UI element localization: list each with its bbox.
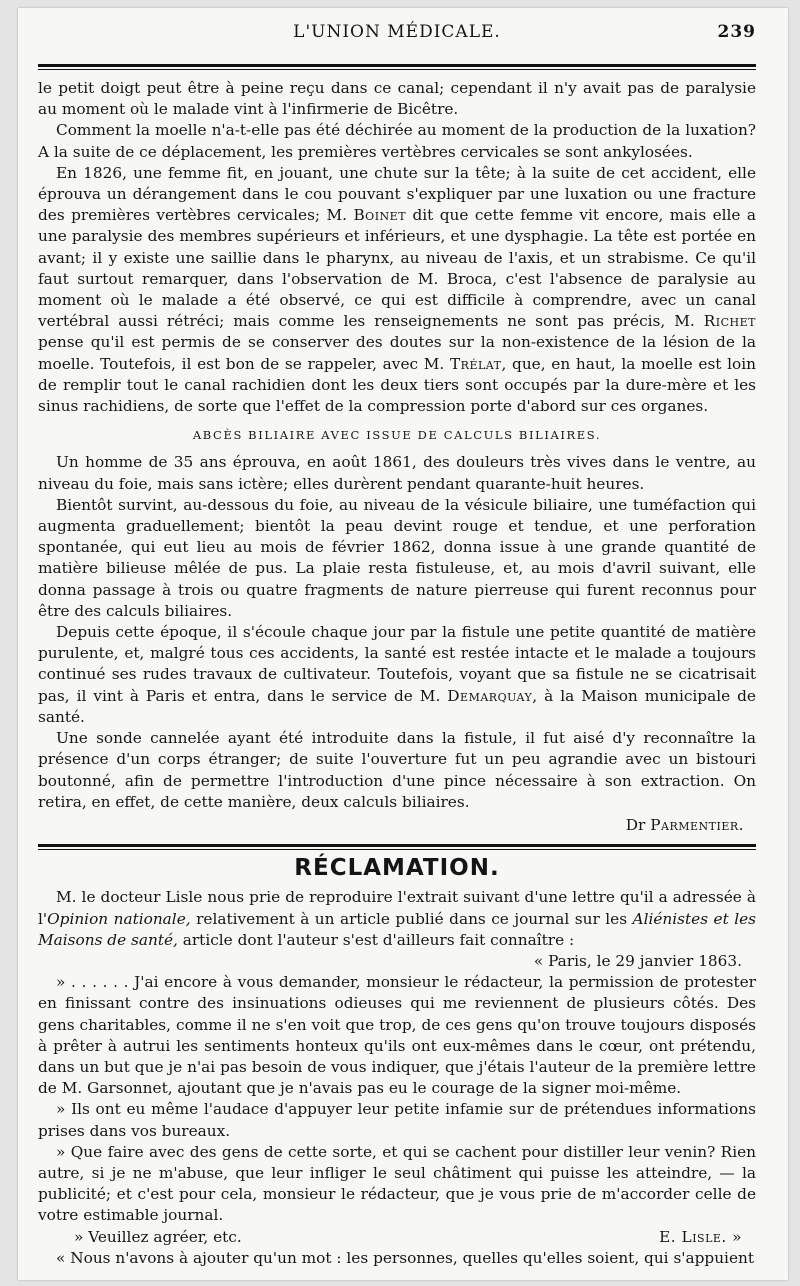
paragraph: M. le docteur Lisle nous prie de reproduire l'extrait suivant d'une lettre qu'il a adressée à l'Opinion nationale, relativement à un article publié dans ce journal sur les Aliénistes et les Maisons de santé, article dont l'auteur s'est d'ailleurs fait connaître :	[38, 888, 756, 949]
paragraph: le petit doigt peut être à peine reçu dans ce canal; cependant il n'y avait pas de paralysie au moment où le malade vint à l'infirmerie de Bicêtre.	[38, 79, 756, 119]
page-number: 239	[717, 22, 756, 42]
paragraph: « Nous n'avons à ajouter qu'un mot : les personnes, quelles qu'elles soient, qui s'appuient	[56, 1248, 754, 1267]
paragraph: Comment la moelle n'a-t-elle pas été déchirée au moment de la production de la luxation? A la suite de ce déplacement, les premières vertèbres cervicales se sont ankylosées.	[38, 121, 756, 161]
person-name: Richet	[703, 312, 756, 331]
running-header	[38, 22, 756, 48]
page-content	[38, 22, 756, 1269]
section-rule	[38, 844, 756, 850]
paragraph: » . . . . . . J'ai encore à vous demander, monsieur le rédacteur, la permission de protester en finissant contre des insinuations odieuses qui me reviennent de plusieurs côtés. Des gens charitables, comme il ne s'en voit que trop, de ces gens qu'on trouve toujours disposés à prêter à autrui les sentiments honteux qu'ils ont eux-mêmes dans le cœur, ont prétendu, dans un but que je n'ai pas besoin de vous indiquer, que j'étais l'auteur de la première lettre de M. Garsonnet, ajoutant que je n'avais pas eu le courage de la signer moi-même.	[38, 973, 756, 1098]
header-rule	[38, 64, 756, 70]
person-name: Trélat	[449, 354, 502, 373]
paragraph: » Ils ont eu même l'audace d'appuyer leur petite infamie sur de prétendues informations prises dans vos bureaux.	[38, 1100, 756, 1140]
author-signature: Dr Parmentier.	[625, 815, 744, 834]
section-subheading: ABCÈS BILIAIRE AVEC ISSUE DE CALCULS BILIAIRES.	[192, 428, 602, 443]
journal-name: Opinion nationale,	[47, 909, 191, 928]
letter-closing	[38, 1227, 756, 1248]
paragraph: Bientôt survint, au-dessous du foie, au niveau de la vésicule biliaire, une tuméfaction qui augmenta graduellement; bientôt la peau devint rouge et tendue, et une perforation spontanée, qui eut lieu au mois de février 1862, donna issue à une grande quantité de matière bilieuse mêlée de pus. La plaie resta fistuleuse, et, au mois d'avril suivant, elle donna passage à trois ou quatre fragments de nature pierreuse qui furent reconnus pour être des calculs biliaires.	[38, 495, 756, 620]
paragraph: Une sonde cannelée ayant été introduite dans la fistule, il fut aisé d'y reconnaître la présence d'un corps étranger; de suite l'ouverture fut un peu agrandie avec un bistouri boutonné, afin de permettre l'introduction d'une pince nécessaire à son extraction. On retira, en effet, de cette manière, deux calculs biliaires.	[38, 729, 756, 811]
paragraph: » Que faire avec des gens de cette sorte, et qui se cachent pour distiller leur venin? Rien autre, si je ne m'abuse, que leur infliger le seul châtiment qui puisse les atteindre, — la publicité; et c'est pour cela, monsieur le rédacteur, que je vous prie de m'accorder celle de votre estimable journal.	[38, 1142, 756, 1225]
person-name: Demarquay	[447, 686, 533, 705]
paragraph: Depuis cette époque, il s'écoule chaque jour par la fistule une petite quantité de matière purulente, et, malgré tous ces accidents, la santé est restée intacte et le malade a toujours continué ses rudes travaux de cultivateur. Toutefois, voyant que sa fistule ne se cicatrisait pas, il vint à Paris et entra, dans le service de M. Demarquay, à la Maison municipale de santé.	[38, 623, 756, 726]
article-title: Aliénistes et les Maisons de santé,	[38, 909, 756, 949]
paragraph: Un homme de 35 ans éprouva, en août 1861, des douleurs très vives dans le ventre, au niveau du foie, mais sans ictère; elles durèrent pendant quarante-huit heures.	[38, 453, 756, 493]
person-name: Boinet	[353, 206, 407, 225]
letter-date: « Paris, le 29 janvier 1863.	[533, 951, 742, 970]
paragraph: En 1826, une femme fit, en jouant, une chute sur la tête; à la suite de cet accident, elle éprouva un dérangement dans le cou pouvant s'expliquer par une luxation ou une fracture des premières vertèbres cervicales; M. Boinet dit que cette femme vit encore, mais elle a une paralysie des membres supérieurs et inférieurs, et une dysphagie. La tête est portée en avant; il y existe une saillie dans le pharynx, au niveau de l'axis, et un strabisme. Ce qu'il faut surtout remarquer, dans l'observation de M. Broca, c'est l'absence de paralysie au moment où le malade a été observé, ce qui est difficile à comprendre, avec un canal vertébral aussi rétréci; mais comme les renseignements ne sont pas précis, M. Richet pense qu'il est permis de se conserver des doutes sur la non-existence de la lésion de la moelle. Toutefois, il est bon de se rappeler, avec M. Trélat, que, en haut, la moelle est loin de remplir tout le canal rachidien dont les deux tiers sont occupés par la dure-mère et les sinus rachidiens, de sorte que l'effet de la compression porte d'abord sur ces organes.	[38, 163, 757, 416]
page	[18, 8, 788, 1280]
section-title: RÉCLAMATION.	[294, 855, 500, 882]
letter-signature: E. Lisle. »	[659, 1227, 742, 1246]
closing-formula: » Veuillez agréer, etc.	[74, 1227, 242, 1246]
journal-title: L'UNION MÉDICALE.	[293, 22, 501, 42]
